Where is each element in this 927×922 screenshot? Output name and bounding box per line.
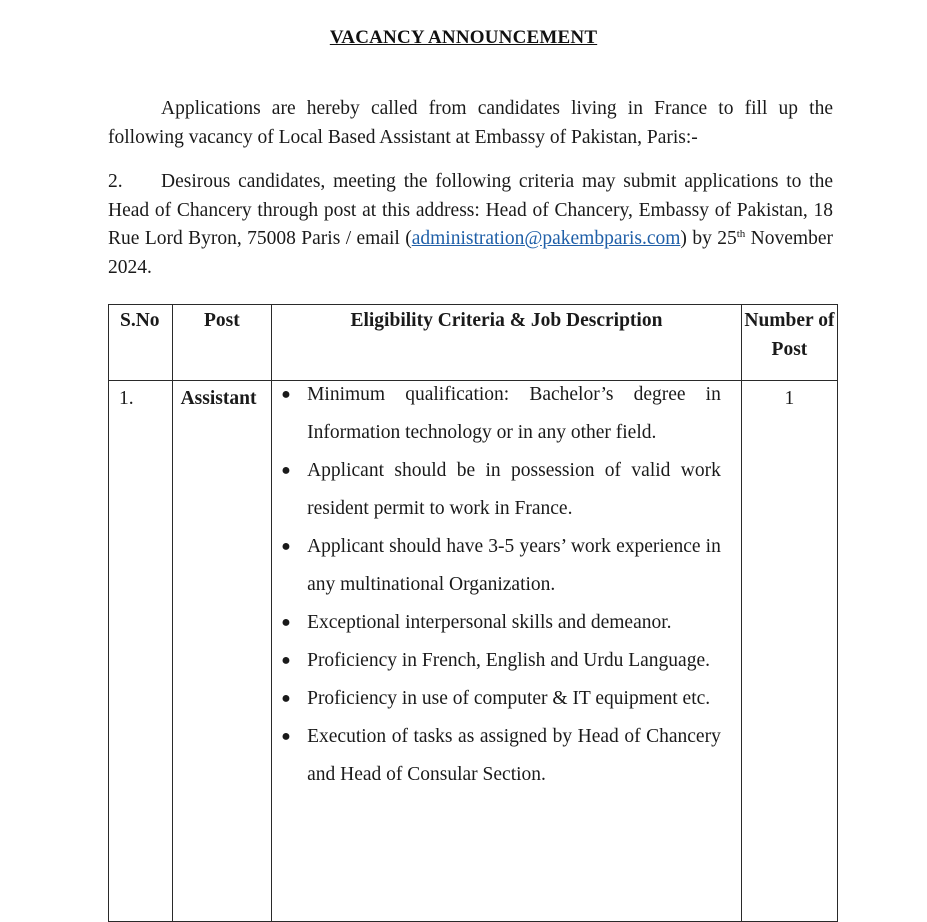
cell-post bbox=[172, 381, 272, 922]
deadline-superscript: th bbox=[736, 228, 746, 240]
header-sno: S.No bbox=[109, 305, 173, 381]
paragraph-number: 2. bbox=[108, 171, 123, 192]
header-post: Post bbox=[172, 305, 272, 381]
header-number-of-post: Number of Post bbox=[741, 305, 837, 381]
criteria-text: Proficiency in use of computer & IT equipment etc. bbox=[307, 688, 711, 709]
criteria-item bbox=[272, 604, 721, 642]
table-header-row bbox=[109, 305, 838, 381]
cell-number-of-post bbox=[741, 381, 837, 922]
post-value: Assistant bbox=[180, 388, 257, 409]
number-of-post-value: 1 bbox=[784, 388, 795, 409]
vacancy-table bbox=[108, 304, 838, 922]
bullet-icon: ● bbox=[281, 538, 291, 555]
criteria-text: Exceptional interpersonal skills and demeanor. bbox=[307, 612, 672, 633]
criteria-item bbox=[272, 452, 721, 528]
bullet-icon: ● bbox=[281, 652, 291, 669]
cell-sno bbox=[109, 381, 173, 922]
email-link[interactable]: administration@pakembparis.com bbox=[411, 228, 681, 249]
cell-description bbox=[272, 381, 742, 922]
criteria-text: Execution of tasks as assigned by Head of Chancery and Head of Consular Section. bbox=[307, 726, 721, 785]
header-description: Eligibility Criteria & Job Description bbox=[272, 305, 742, 381]
criteria-text: Proficiency in French, English and Urdu Language. bbox=[307, 650, 710, 671]
deadline-text-suffix: November 2024. bbox=[108, 228, 833, 278]
criteria-item bbox=[272, 376, 721, 452]
criteria-text: Minimum qualification: Bachelor’s degree in Information technology or in any other field. bbox=[307, 384, 721, 443]
bullet-icon: ● bbox=[281, 462, 291, 479]
submission-text: Desirous candidates, meeting the following criteria may submit applications to the Head of Chancery through post at this address: Head of Chancery, Embassy of Pakistan, 18 Rue Lord Byron, 75008 Paris / email ( bbox=[108, 171, 833, 249]
criteria-item bbox=[272, 642, 721, 680]
criteria-text: Applicant should be in possession of valid work resident permit to work in France. bbox=[307, 460, 721, 519]
criteria-item bbox=[272, 718, 721, 794]
criteria-list bbox=[272, 376, 741, 794]
criteria-item bbox=[272, 680, 721, 718]
bullet-icon: ● bbox=[281, 614, 291, 631]
bullet-icon: ● bbox=[281, 690, 291, 707]
criteria-text: Applicant should have 3-5 years’ work experience in any multinational Organization. bbox=[307, 536, 721, 595]
document-title: VACANCY ANNOUNCEMENT bbox=[329, 27, 598, 48]
sno-value: 1. bbox=[119, 388, 134, 409]
bullet-icon: ● bbox=[281, 728, 291, 745]
bullet-icon: ● bbox=[281, 386, 291, 403]
criteria-item bbox=[272, 528, 721, 604]
table-row bbox=[109, 381, 838, 922]
submission-paragraph bbox=[108, 168, 833, 282]
deadline-text-prefix: ) by 25 bbox=[680, 228, 737, 249]
intro-paragraph: Applications are hereby called from candidates living in France to fill up the following vacancy of Local Based Assistant at Embassy of Pakistan, Paris:- bbox=[108, 98, 833, 148]
